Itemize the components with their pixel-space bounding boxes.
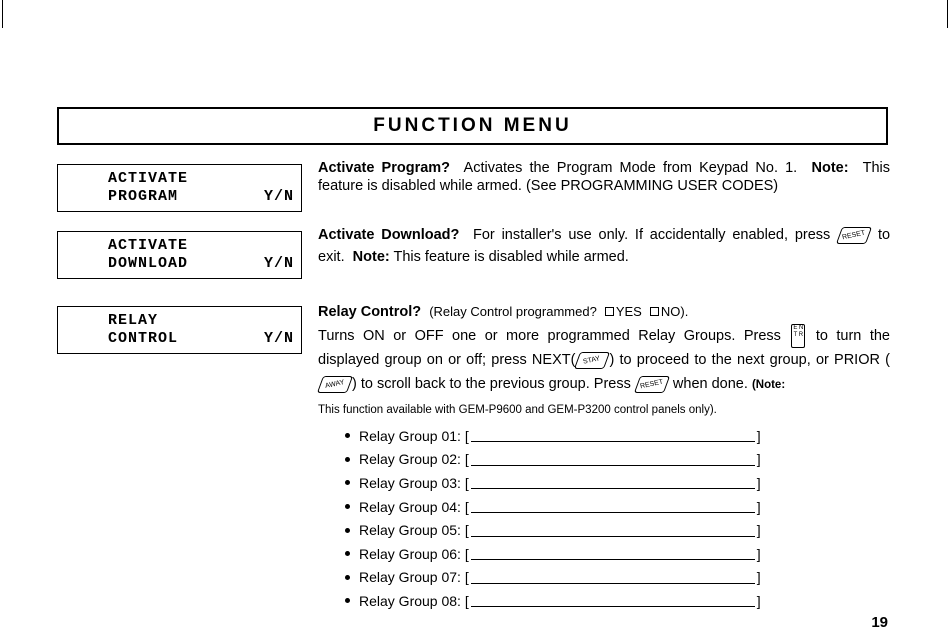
reset-key-icon: RESET bbox=[836, 227, 872, 244]
write-in-blank[interactable] bbox=[471, 547, 755, 560]
relay-group-label: Relay Group 06: bbox=[359, 545, 461, 562]
list-item: Relay Group 04: [ ] bbox=[345, 495, 761, 519]
checkbox-no-icon bbox=[650, 307, 659, 316]
list-item: Relay Group 07: [ ] bbox=[345, 566, 761, 590]
list-item: Relay Group 01: [ ] bbox=[345, 424, 761, 448]
display-activate-program bbox=[57, 164, 302, 212]
download-description bbox=[318, 224, 890, 268]
program-heading: Activate Program? bbox=[318, 160, 451, 176]
program-text: Activates the Program Mode from Keypad No. 1. bbox=[463, 160, 798, 176]
bullet-icon bbox=[345, 433, 350, 438]
relay-group-label: Relay Group 02: bbox=[359, 451, 461, 468]
bullet-icon bbox=[345, 575, 350, 580]
display-yn: Y/N bbox=[263, 330, 294, 347]
relay-group-label: Relay Group 05: bbox=[359, 522, 461, 539]
list-item: Relay Group 02: [ ] bbox=[345, 448, 761, 472]
display-line2: DOWNLOAD bbox=[108, 255, 189, 272]
display-line1: ACTIVATE bbox=[108, 237, 189, 254]
bullet-icon bbox=[345, 598, 350, 603]
display-line1: RELAY bbox=[108, 312, 159, 329]
bullet-icon bbox=[345, 480, 350, 485]
relay-no-label: NO). bbox=[660, 304, 689, 319]
page-number: 19 bbox=[871, 614, 888, 631]
away-key-icon: AWAY bbox=[317, 376, 353, 393]
relay-text-5: when done. bbox=[672, 376, 748, 393]
relay-text-2: to turn the displayed group on or off; press NEXT( bbox=[318, 328, 891, 369]
reset-key-icon-2: RESET bbox=[634, 376, 670, 393]
download-text-2: to exit. bbox=[318, 227, 891, 265]
relay-yes-label: YES bbox=[615, 304, 642, 319]
relay-text-4: ) to scroll back to the previous group. Press bbox=[352, 376, 631, 393]
relay-description bbox=[318, 300, 890, 421]
download-note-label: Note: bbox=[352, 249, 390, 265]
relay-programmed-text: (Relay Control programmed? bbox=[429, 304, 597, 319]
relay-heading: Relay Control? bbox=[318, 304, 422, 320]
relay-group-label: Relay Group 08: bbox=[359, 592, 461, 609]
program-note-label: Note: bbox=[811, 160, 849, 176]
display-yn: Y/N bbox=[263, 188, 294, 205]
bullet-icon bbox=[345, 551, 350, 556]
enter-key-icon: E N T R bbox=[791, 324, 805, 348]
relay-small-note: This function available with GEM-P9600 and GEM-P3200 control panels only). bbox=[318, 404, 717, 417]
list-item: Relay Group 05: [ ] bbox=[345, 518, 761, 542]
relay-text-1: Turns ON or OFF one or more programmed Relay Groups. Press bbox=[318, 328, 781, 344]
write-in-blank[interactable] bbox=[471, 500, 755, 513]
display-line2: PROGRAM bbox=[108, 188, 179, 205]
list-item: Relay Group 03: [ ] bbox=[345, 471, 761, 495]
bullet-icon bbox=[345, 457, 350, 462]
page-title: FUNCTION MENU bbox=[57, 107, 888, 145]
relay-group-label: Relay Group 04: bbox=[359, 498, 461, 515]
relay-group-label: Relay Group 01: bbox=[359, 427, 461, 444]
program-description bbox=[318, 159, 890, 195]
relay-text-3: ) to proceed to the next group, or PRIOR ( bbox=[609, 352, 890, 369]
download-text: For installer's use only. If accidentally enabled, press bbox=[473, 227, 831, 243]
write-in-blank[interactable] bbox=[471, 429, 755, 442]
stay-key-icon: STAY bbox=[574, 352, 610, 369]
crop-mark-right bbox=[947, 0, 948, 28]
display-yn: Y/N bbox=[263, 255, 294, 272]
display-activate-download bbox=[57, 231, 302, 279]
write-in-blank[interactable] bbox=[471, 571, 755, 584]
program-text-2: This feature is disabled while armed. (See PROGRAMMING USER CODES) bbox=[318, 160, 890, 194]
list-item: Relay Group 06: [ ] bbox=[345, 542, 761, 566]
bullet-icon bbox=[345, 528, 350, 533]
write-in-blank[interactable] bbox=[471, 594, 755, 607]
bullet-icon bbox=[345, 504, 350, 509]
display-line2: CONTROL bbox=[108, 330, 179, 347]
crop-mark-left bbox=[2, 0, 3, 28]
download-text-3: This feature is disabled while armed. bbox=[393, 249, 629, 265]
display-relay-control bbox=[57, 306, 302, 354]
checkbox-yes-icon bbox=[605, 307, 614, 316]
relay-group-label: Relay Group 03: bbox=[359, 474, 461, 491]
download-heading: Activate Download? bbox=[318, 227, 460, 243]
write-in-blank[interactable] bbox=[471, 453, 755, 466]
list-item: Relay Group 08: [ ] bbox=[345, 589, 761, 613]
relay-note-label: (Note: bbox=[751, 379, 786, 392]
relay-group-list bbox=[345, 424, 761, 613]
write-in-blank[interactable] bbox=[471, 476, 755, 489]
relay-group-label: Relay Group 07: bbox=[359, 569, 461, 586]
display-line1: ACTIVATE bbox=[108, 170, 189, 187]
write-in-blank[interactable] bbox=[471, 524, 755, 537]
